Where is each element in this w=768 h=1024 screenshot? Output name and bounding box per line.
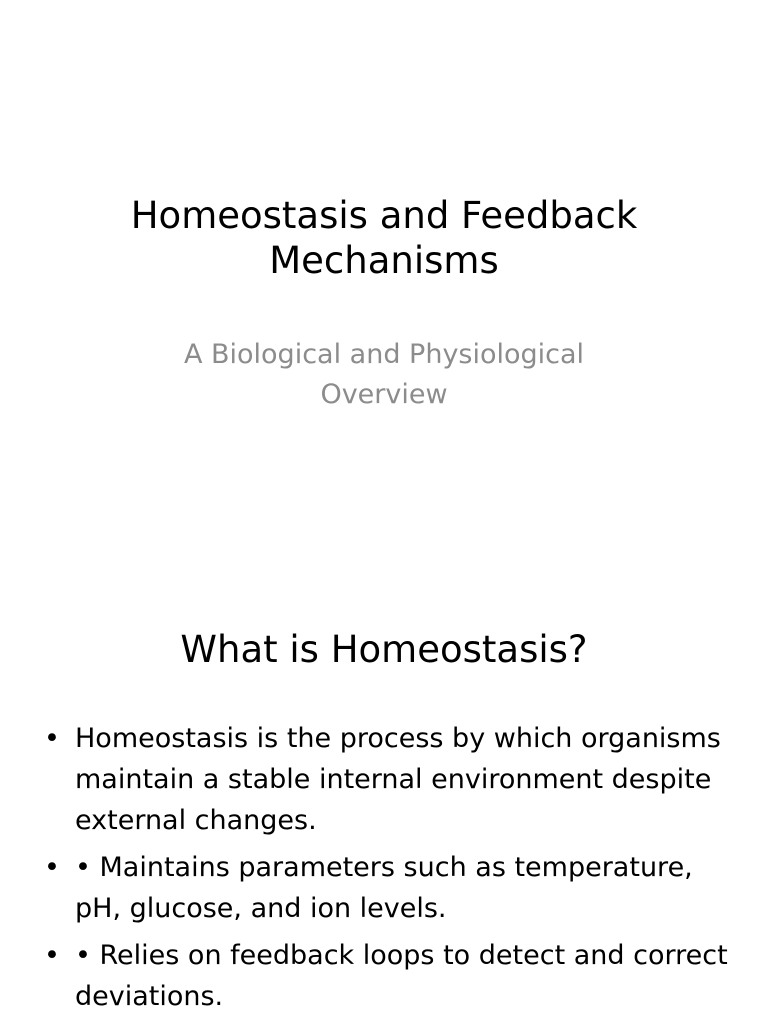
content-slide: [0, 576, 768, 1024]
slide-title: What is Homeostasis?: [180, 628, 588, 671]
bullet-text: • Relies on feedback loops to detect and correct deviations.: [75, 940, 728, 1012]
bullet-icon: •: [44, 723, 60, 754]
bullet-text: • Maintains parameters such as temperature, pH, glucose, and ion levels.: [75, 852, 693, 924]
bullet-list: [40, 718, 730, 1023]
bullet-text: Homeostasis is the process by which organisms maintain a stable internal environment despite external changes.: [75, 723, 721, 836]
presentation-title: Homeostasis and Feedback Mechanisms: [130, 194, 638, 282]
bullet-icon: •: [44, 852, 60, 883]
bullet-icon: •: [44, 940, 60, 971]
bullet-item: [40, 718, 730, 841]
bullet-item: [40, 935, 730, 1017]
presentation-subtitle: A Biological and Physiological Overview: [183, 339, 585, 410]
bullet-item: [40, 847, 730, 929]
